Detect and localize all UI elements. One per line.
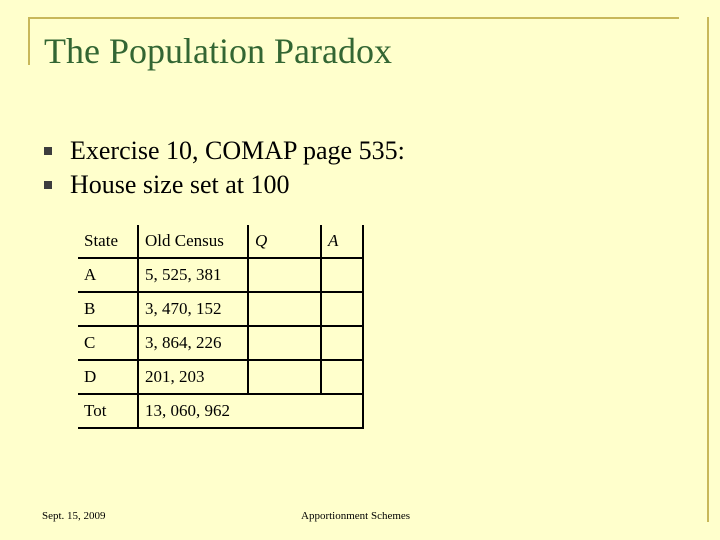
square-bullet-icon [44, 181, 52, 189]
header-a: A [321, 225, 363, 258]
cell-state: C [78, 326, 138, 360]
cell-state: D [78, 360, 138, 394]
left-rule [28, 17, 30, 65]
cell-a [321, 360, 363, 394]
bullet-list [44, 134, 405, 202]
footer-date: Sept. 15, 2009 [42, 510, 106, 522]
right-rule [707, 17, 709, 522]
cell-census: 3, 864, 226 [138, 326, 248, 360]
square-bullet-icon [44, 147, 52, 155]
cell-census-total: 13, 060, 962 [138, 394, 363, 428]
bullet-item [44, 134, 405, 168]
cell-census: 201, 203 [138, 360, 248, 394]
footer-title: Apportionment Schemes [301, 510, 411, 522]
bullet-item [44, 168, 405, 202]
bullet-text: House size set at 100 [70, 170, 290, 199]
cell-a [321, 326, 363, 360]
cell-census: 3, 470, 152 [138, 292, 248, 326]
table-row [78, 292, 363, 326]
cell-q [248, 360, 321, 394]
table-header-row [78, 225, 363, 258]
census-table [78, 225, 364, 429]
cell-state: A [78, 258, 138, 292]
table-row-total [78, 394, 363, 428]
slide-title: The Population Paradox [44, 31, 392, 71]
top-rule [28, 17, 679, 19]
cell-census: 5, 525, 381 [138, 258, 248, 292]
table-row [78, 258, 363, 292]
bullet-text: Exercise 10, COMAP page 535: [70, 136, 405, 165]
header-state: State [78, 225, 138, 258]
cell-q [248, 292, 321, 326]
header-old-census: Old Census [138, 225, 248, 258]
cell-q [248, 326, 321, 360]
cell-state: B [78, 292, 138, 326]
table-row [78, 360, 363, 394]
header-q: Q [248, 225, 321, 258]
cell-state: Tot [78, 394, 138, 428]
cell-a [321, 258, 363, 292]
cell-a [321, 292, 363, 326]
cell-q [248, 258, 321, 292]
table-row [78, 326, 363, 360]
